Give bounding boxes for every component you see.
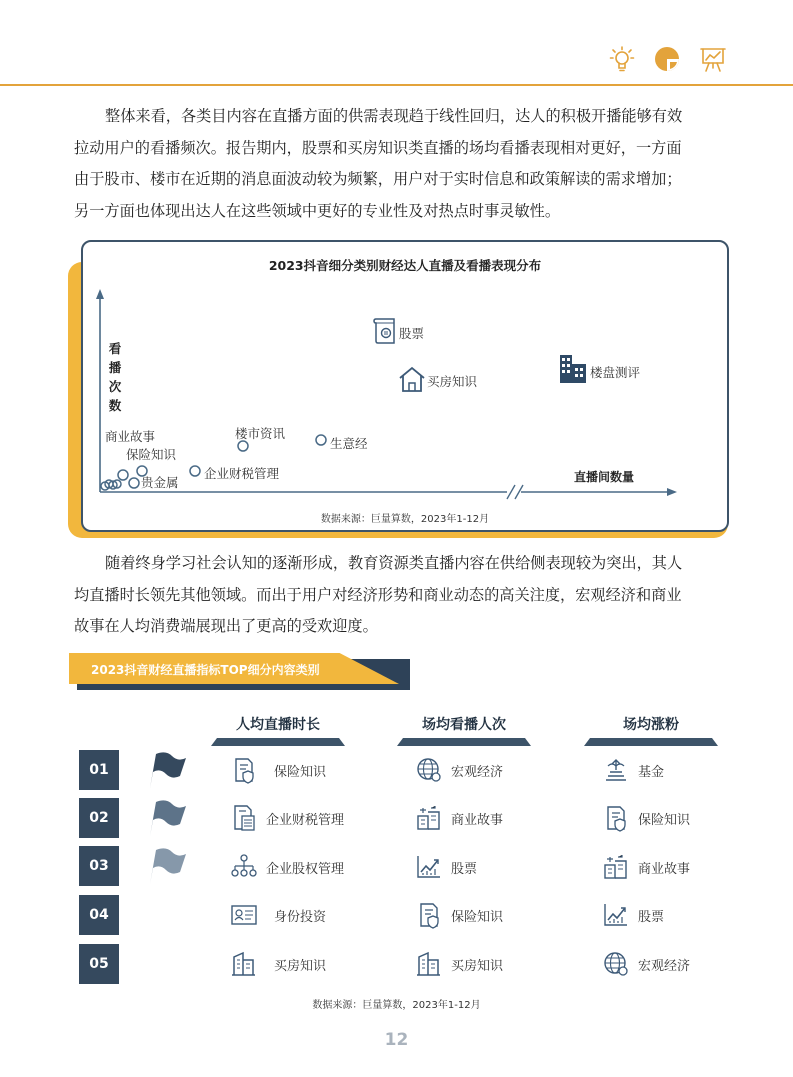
top-category-label: 宏观经济 bbox=[638, 958, 691, 974]
stock-chart-icon bbox=[602, 901, 630, 929]
point-maifang-zhishi bbox=[400, 368, 424, 391]
top-category-label: 保险知识 bbox=[638, 812, 691, 828]
header-divider bbox=[0, 84, 793, 86]
x-axis-arrow bbox=[667, 488, 677, 496]
point-loupan-ceping bbox=[560, 355, 586, 383]
point-gupiao bbox=[374, 319, 394, 343]
top-category-cell bbox=[602, 899, 664, 931]
header-icons bbox=[609, 44, 727, 74]
rank-badge: 05 bbox=[79, 944, 119, 984]
point-label: 楼市资讯 bbox=[235, 426, 286, 441]
business-story-icon bbox=[602, 853, 630, 881]
top-category-label: 保险知识 bbox=[274, 764, 327, 780]
top-category-cell bbox=[602, 802, 690, 834]
scatter-chart bbox=[83, 242, 727, 530]
page-number: 12 bbox=[384, 1030, 409, 1050]
point-guijinshu bbox=[129, 478, 139, 488]
rank-badge: 02 bbox=[79, 798, 119, 838]
top-category-cell bbox=[415, 802, 503, 834]
paragraph-line: 另一方面也体现出达人在这些领域中更好的专业性及对热点时事灵敏性。 bbox=[74, 201, 560, 220]
top-category-cell bbox=[602, 948, 690, 980]
column-header bbox=[584, 714, 718, 746]
paragraph-line: 故事在人均消费端展现出了更高的受欢迎度。 bbox=[74, 617, 378, 635]
point-label: 贵金属 bbox=[141, 475, 179, 490]
org-chart-icon bbox=[230, 853, 258, 881]
insurance-doc-icon bbox=[230, 756, 258, 784]
rank-badge: 01 bbox=[79, 750, 119, 790]
flag-bronze-icon bbox=[146, 846, 188, 886]
point-label: 生意经 bbox=[330, 436, 368, 451]
point-qiye-caishui bbox=[190, 466, 200, 476]
chart-title: 2023抖音细分类别财经达人直播及看播表现分布 bbox=[268, 258, 542, 273]
top-category-cell bbox=[602, 754, 664, 786]
calculator-doc-icon bbox=[230, 804, 258, 832]
top-category-label: 企业股权管理 bbox=[266, 861, 345, 877]
point-loushi-zixun bbox=[238, 441, 248, 451]
flag-silver-icon bbox=[146, 798, 188, 838]
paragraph-line: 由于股市、楼市在近期的消息面波动较为频繁，用户对于实时信息和政策解读的需求增加； bbox=[74, 170, 682, 188]
top-category-cell bbox=[415, 899, 503, 931]
top-section-source: 数据来源：巨量算数，2023年1-12月 bbox=[312, 1000, 481, 1011]
paragraph-line: 随着终身学习社会认知的逐渐形成，教育资源类直播内容在供给侧表现较为突出，其人 bbox=[105, 554, 683, 572]
top-category-cell bbox=[415, 851, 477, 883]
top-category-cell bbox=[230, 948, 326, 980]
top-category-label: 宏观经济 bbox=[451, 764, 504, 780]
top-category-label: 商业故事 bbox=[638, 861, 691, 877]
column-header-label: 场均看播人次 bbox=[422, 717, 506, 733]
top-category-label: 企业财税管理 bbox=[266, 812, 345, 828]
pie-chart-icon bbox=[653, 45, 681, 73]
point-label: 商业故事 bbox=[105, 429, 156, 444]
globe-icon bbox=[602, 950, 630, 978]
lightbulb-icon bbox=[609, 44, 635, 74]
top-category-label: 商业故事 bbox=[451, 812, 504, 828]
rank-badge: 04 bbox=[79, 895, 119, 935]
top-category-cell bbox=[602, 851, 690, 883]
building-icon bbox=[415, 950, 443, 978]
top-section-banner bbox=[69, 653, 410, 690]
insurance-doc-icon bbox=[415, 901, 443, 929]
business-story-icon bbox=[415, 804, 443, 832]
point-label: 企业财税管理 bbox=[204, 466, 280, 481]
column-header-bar bbox=[397, 738, 531, 746]
point-label: 股票 bbox=[399, 326, 425, 341]
building-icon bbox=[230, 950, 258, 978]
top-category-cell bbox=[415, 948, 503, 980]
top-category-label: 买房知识 bbox=[274, 958, 327, 974]
point-label: 楼盘测评 bbox=[590, 365, 641, 380]
top-category-label: 基金 bbox=[638, 764, 665, 780]
y-axis-arrow bbox=[96, 289, 104, 299]
stock-chart-icon bbox=[415, 853, 443, 881]
point-label: 保险知识 bbox=[126, 447, 177, 462]
rank-badge: 03 bbox=[79, 846, 119, 886]
paragraph-line: 均直播时长领先其他领域。而出于用户对经济形势和商业动态的高关注度，宏观经济和商业 bbox=[74, 585, 682, 604]
presentation-chart-icon bbox=[699, 45, 727, 73]
top-category-label: 股票 bbox=[638, 909, 665, 925]
top-category-label: 保险知识 bbox=[451, 909, 504, 925]
column-header-bar bbox=[211, 738, 345, 746]
intro-paragraph bbox=[74, 101, 724, 227]
point-shengyijing bbox=[316, 435, 326, 445]
top-category-cell bbox=[415, 754, 503, 786]
top-category-label: 买房知识 bbox=[451, 958, 504, 974]
insurance-doc-icon bbox=[602, 804, 630, 832]
top-category-label: 身份投资 bbox=[274, 909, 327, 925]
flag-gold-icon bbox=[146, 750, 188, 790]
point-shangye-gushi bbox=[118, 470, 128, 480]
top-category-cell bbox=[230, 802, 344, 834]
top-category-cell bbox=[230, 851, 344, 883]
paragraph-line: 拉动用户的看播频次。报告期内，股票和买房知识类直播的场均看播表现相对更好，一方面 bbox=[74, 138, 682, 157]
top-category-label: 股票 bbox=[451, 861, 478, 877]
point-label: 买房知识 bbox=[427, 374, 478, 389]
paragraph-line: 整体来看，各类目内容在直播方面的供需表现趋于线性回归，达人的积极开播能够有效 bbox=[105, 107, 683, 125]
top-category-cell bbox=[230, 754, 326, 786]
x-axis-label: 直播间数量 bbox=[574, 470, 635, 484]
column-header-bar bbox=[584, 738, 718, 746]
column-header bbox=[211, 714, 345, 746]
chart-source: 数据来源：巨量算数，2023年1-12月 bbox=[320, 514, 490, 525]
column-header-label: 人均直播时长 bbox=[236, 717, 320, 733]
column-header bbox=[397, 714, 531, 746]
fund-icon bbox=[602, 756, 630, 784]
y-axis-label: 看播次数 bbox=[108, 341, 122, 413]
second-paragraph bbox=[74, 548, 724, 643]
globe-icon bbox=[415, 756, 443, 784]
id-card-icon bbox=[230, 901, 258, 929]
scatter-chart-card bbox=[81, 240, 729, 532]
top-category-cell bbox=[230, 899, 326, 931]
banner-title: 2023抖音财经直播指标TOP细分内容类别 bbox=[91, 663, 320, 677]
column-header-label: 场均涨粉 bbox=[623, 717, 679, 733]
